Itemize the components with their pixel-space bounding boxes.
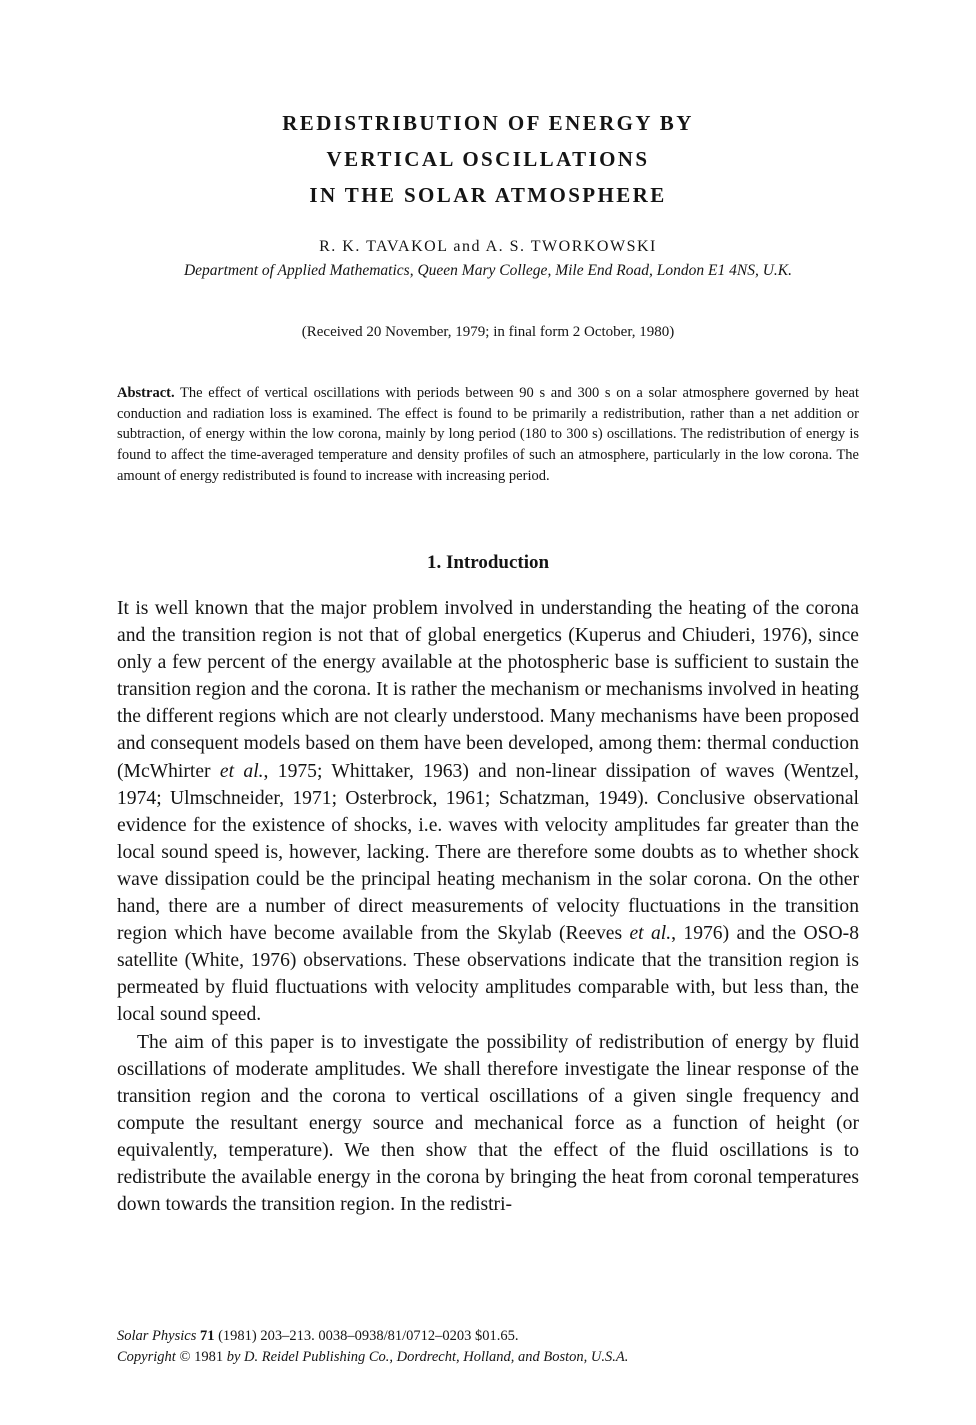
title-line-3: IN THE SOLAR ATMOSPHERE: [309, 183, 667, 207]
et-al-citation-1: et al.: [219, 760, 264, 782]
copyright-year: © 1981: [179, 1349, 224, 1365]
title-line-1: REDISTRIBUTION OF ENERGY BY: [282, 111, 694, 135]
page-footer: [117, 1326, 859, 1368]
introduction-body: [117, 595, 859, 1218]
introduction-paragraph-1: [117, 595, 859, 1029]
paper-title: [0, 105, 976, 213]
authors: R. K. TAVAKOL and A. S. TWORKOWSKI: [319, 238, 657, 255]
abstract-label: Abstract.: [117, 385, 175, 401]
received-dates: (Received 20 November, 1979; in final form 2 October, 1980): [301, 324, 675, 340]
abstract: [117, 383, 859, 487]
paragraph-1-part-1: It is well known that the major problem involved in understanding the heating of the corona and the transition region is not that of global energetics (Kuperus and Chiuderi, 1976), since only a few percent of the energy available at the photospheric base is sufficient to sustain the transition region and the corona. It is rather the mechanism or mechanisms involved in heating the different regions which are not clearly understood. Many mechanisms have been proposed and consequent models based on them have been developed, among them: thermal conduction (McWhirter: [117, 598, 859, 782]
publisher-info: by D. Reidel Publishing Co., Dordrecht, Holland, and Boston, U.S.A.: [226, 1349, 629, 1365]
paragraph-1-part-3: , 1976) and the OSO-8 satellite (White, 1976) observations. These observations indicate that the transition region is permeated by fluid fluctuations with velocity amplitudes comparable with, but less than, the local sound speed.: [117, 923, 859, 1026]
section-heading-introduction: 1. Introduction: [426, 552, 550, 573]
paragraph-1-part-2: , 1975; Whittaker, 1963) and non-linear dissipation of waves (Wentzel, 1974; Ulmschneider, 1971; Osterbrock, 1961; Schatzman, 1949). Conclusive observational evidence for the existence of shocks, i.e. waves with velocity amplitudes far greater than the local sound speed is, however, lacking. There are therefore some doubts as to whether shock wave dissipation could be the principal heating mechanism in the solar corona. On the other hand, there are a number of direct measurements of velocity fluctuations in the transition region which have become available from the Skylab (Reeves: [117, 760, 859, 945]
copyright-line: [117, 1347, 859, 1368]
journal-citation: [117, 1326, 859, 1347]
introduction-paragraph-2: The aim of this paper is to investigate the possibility of redistribution of energy by fluid oscillations of moderate amplitudes. We shall therefore investigate the linear response of the transition region and the corona to vertical oscillations of a given single frequency and compute the resultant energy source and mechanical force as a function of height (or equivalently, temperature). We then show that the effect of the fluid oscillations is to redistribute the available energy in the corona by bringing the heat from coronal temperatures down towards the transition region. In the redistri-: [117, 1031, 859, 1216]
et-al-citation-2: et al.: [629, 923, 672, 945]
title-line-2: VERTICAL OSCILLATIONS: [326, 147, 650, 171]
copyright-word: Copyright: [117, 1349, 176, 1365]
affiliation: Department of Applied Mathematics, Queen Mary College, Mile End Road, London E1 4NS, U.K.: [183, 262, 792, 279]
journal-volume: 71: [199, 1328, 215, 1344]
abstract-text: The effect of vertical oscillations with periods between 90 s and 300 s on a solar atmosphere governed by heat conduction and radiation loss is examined. The effect is found to be primarily a redistribution, rather than a net addition or subtraction, of energy within the low corona, mainly by long period (180 to 300 s) oscillations. The redistribution of energy is found to affect the time-averaged temperature and density profiles of such an atmosphere, particularly in the low corona. The amount of energy redistributed is found to increase with increasing period.: [117, 385, 859, 484]
journal-name: Solar Physics: [117, 1328, 197, 1344]
citation-details: (1981) 203–213. 0038–0938/81/0712–0203 $01.65.: [218, 1328, 519, 1344]
